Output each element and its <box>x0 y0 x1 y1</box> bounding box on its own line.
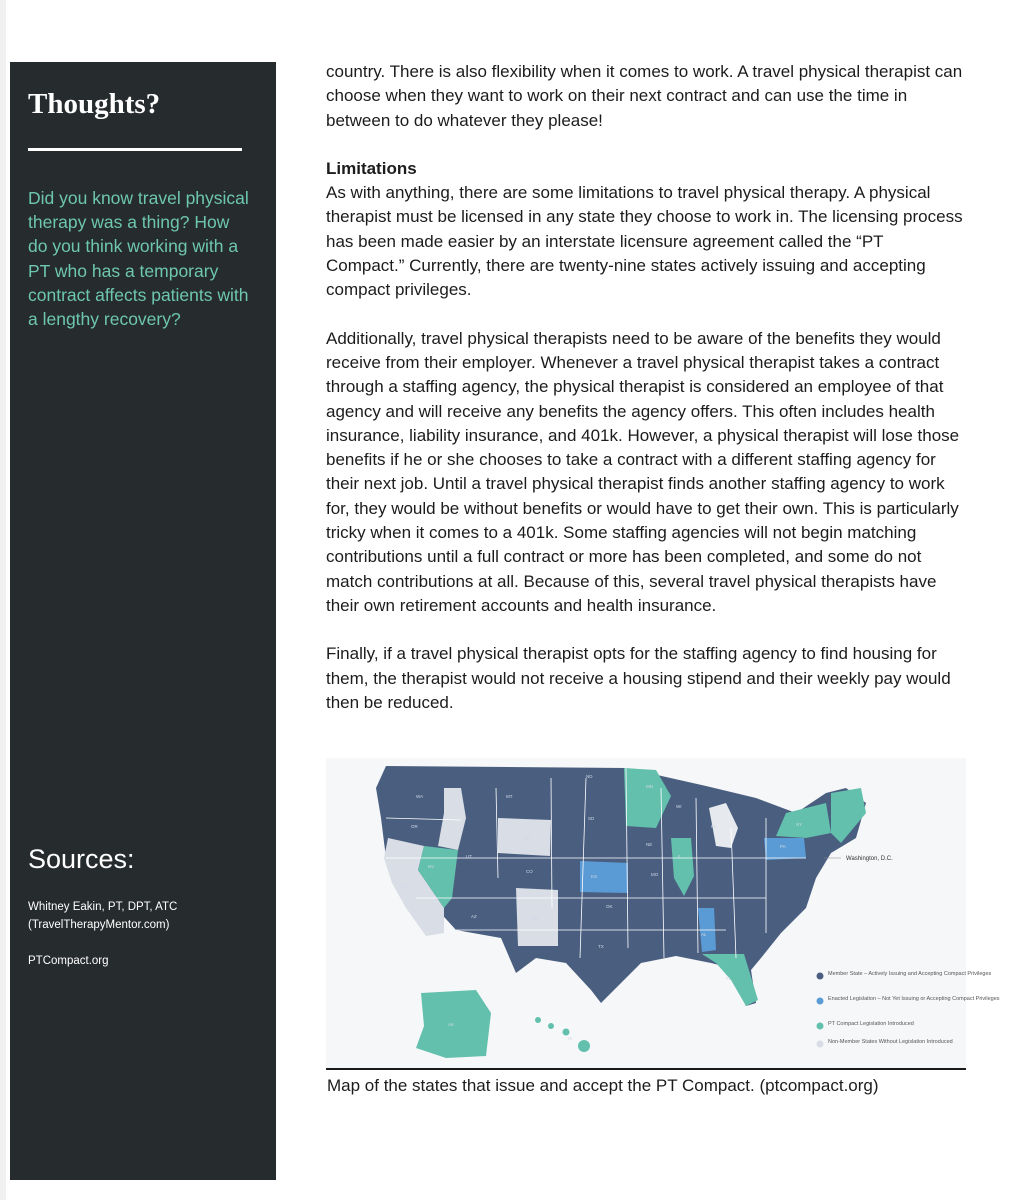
svg-text:ND: ND <box>586 774 593 779</box>
legend-label-nonmember: Non-Member States Without Legislation Introduced <box>828 1039 953 1045</box>
article-paragraph: As with anything, there are some limitations to travel physical therapy. A physical therapist must be licensed in any state they choose to work in. The licensing process has been made easier by an interstate licensure agreement called the “PT Compact.” Currently, there are twenty-nine states actively issuing and accepting compact privileges. <box>326 183 963 300</box>
sidebar-top-rule <box>28 58 242 62</box>
svg-text:NV: NV <box>428 864 435 869</box>
svg-text:WY: WY <box>524 836 532 841</box>
svg-text:MN: MN <box>646 784 653 789</box>
svg-text:MT: MT <box>506 794 513 799</box>
svg-text:MO: MO <box>651 872 659 877</box>
svg-text:KS: KS <box>591 874 598 879</box>
svg-text:MI: MI <box>711 824 716 829</box>
state-ks <box>580 861 628 893</box>
legend-label-member: Member State – Actively Issuing and Accepting Compact Privileges <box>828 971 992 977</box>
svg-text:AL: AL <box>701 932 707 937</box>
map-caption: Map of the states that issue and accept the PT Compact. (ptcompact.org) <box>327 1076 879 1095</box>
pt-compact-map <box>326 758 1000 1070</box>
svg-text:CA: CA <box>401 884 408 889</box>
legend-label-enacted: Enacted Legislation – Not Yet Issuing or Accepting Compact Privileges <box>828 996 1000 1002</box>
sidebar-heading: Thoughts? <box>28 88 161 120</box>
dc-label: Washington, D.C. <box>846 856 893 862</box>
svg-text:HI: HI <box>568 1036 573 1041</box>
article-paragraph: country. There is also flexibility when it comes to work. A travel physical therapist can choose when they want to work on their next contract and can use the time in between to do whatever they please! <box>326 62 963 130</box>
legend-label-introduced: PT Compact Legislation Introduced <box>828 1021 914 1027</box>
svg-text:PA: PA <box>780 844 786 849</box>
svg-text:SD: SD <box>588 816 595 821</box>
svg-text:NE: NE <box>646 842 653 847</box>
article-paragraph: Additionally, travel physical therapists need to be aware of the benefits they would receive from their employer. Whenever a travel physical therapist takes a contract through a staffing agency, the physical therapist is considered an employee of that agency and will receive any benefits the agency offers. This often includes health insurance, liability insurance, and 401k. However, a physical therapist will lose those benefits if he or she chooses to take a contract with a different staffing agency for their next job. Until a travel physical therapist finds another staffing agency to work for, they would be without benefits or would have to get their own. This is particularly tricky when it comes to a 401k. Some staffing agencies will not begin matching contributions until a full contract or more has been completed, and some do not match contributions at all. Because of this, several travel physical therapists have their own retirement accounts and health insurance. <box>326 328 960 615</box>
legend-swatch-nonmember <box>817 1041 824 1048</box>
source-item: PTCompact.org <box>28 955 109 967</box>
svg-text:IL: IL <box>678 854 682 859</box>
legend-swatch-member <box>817 973 824 980</box>
state-pa <box>764 838 806 860</box>
sources-heading: Sources: <box>28 844 135 874</box>
svg-text:WA: WA <box>416 794 424 799</box>
svg-text:CO: CO <box>526 869 533 874</box>
article-paragraph: Finally, if a travel physical therapist opts for the staffing agency to find housing for them, the therapist would not receive a housing stipend and their weekly pay would then be reduced. <box>326 644 951 712</box>
svg-text:OR: OR <box>411 824 418 829</box>
article-body <box>326 60 966 715</box>
svg-text:AZ: AZ <box>471 914 477 919</box>
svg-text:NY: NY <box>796 822 803 827</box>
state-hi <box>535 1017 590 1052</box>
svg-text:WI: WI <box>676 804 682 809</box>
section-heading-limitations: Limitations <box>326 158 417 178</box>
us-map-graphic <box>326 758 1000 1068</box>
svg-text:OK: OK <box>606 904 613 909</box>
source-item: Whitney Eakin, PT, DPT, ATC (TravelTherapyMentor.com) <box>28 901 178 931</box>
sidebar-divider <box>28 148 242 151</box>
legend-swatch-enacted <box>817 998 824 1005</box>
svg-text:TX: TX <box>598 944 604 949</box>
svg-text:UT: UT <box>466 854 472 859</box>
svg-text:AK: AK <box>448 1022 455 1027</box>
sidebar-panel <box>10 62 276 1180</box>
legend-swatch-introduced <box>817 1023 824 1030</box>
svg-text:NM: NM <box>531 916 538 921</box>
sidebar-question: Did you know travel physical therapy was a thing? How do you think working with a PT who has a temporary contract affects patients with a lengthy recovery? <box>28 188 249 330</box>
svg-text:FL: FL <box>726 976 732 981</box>
